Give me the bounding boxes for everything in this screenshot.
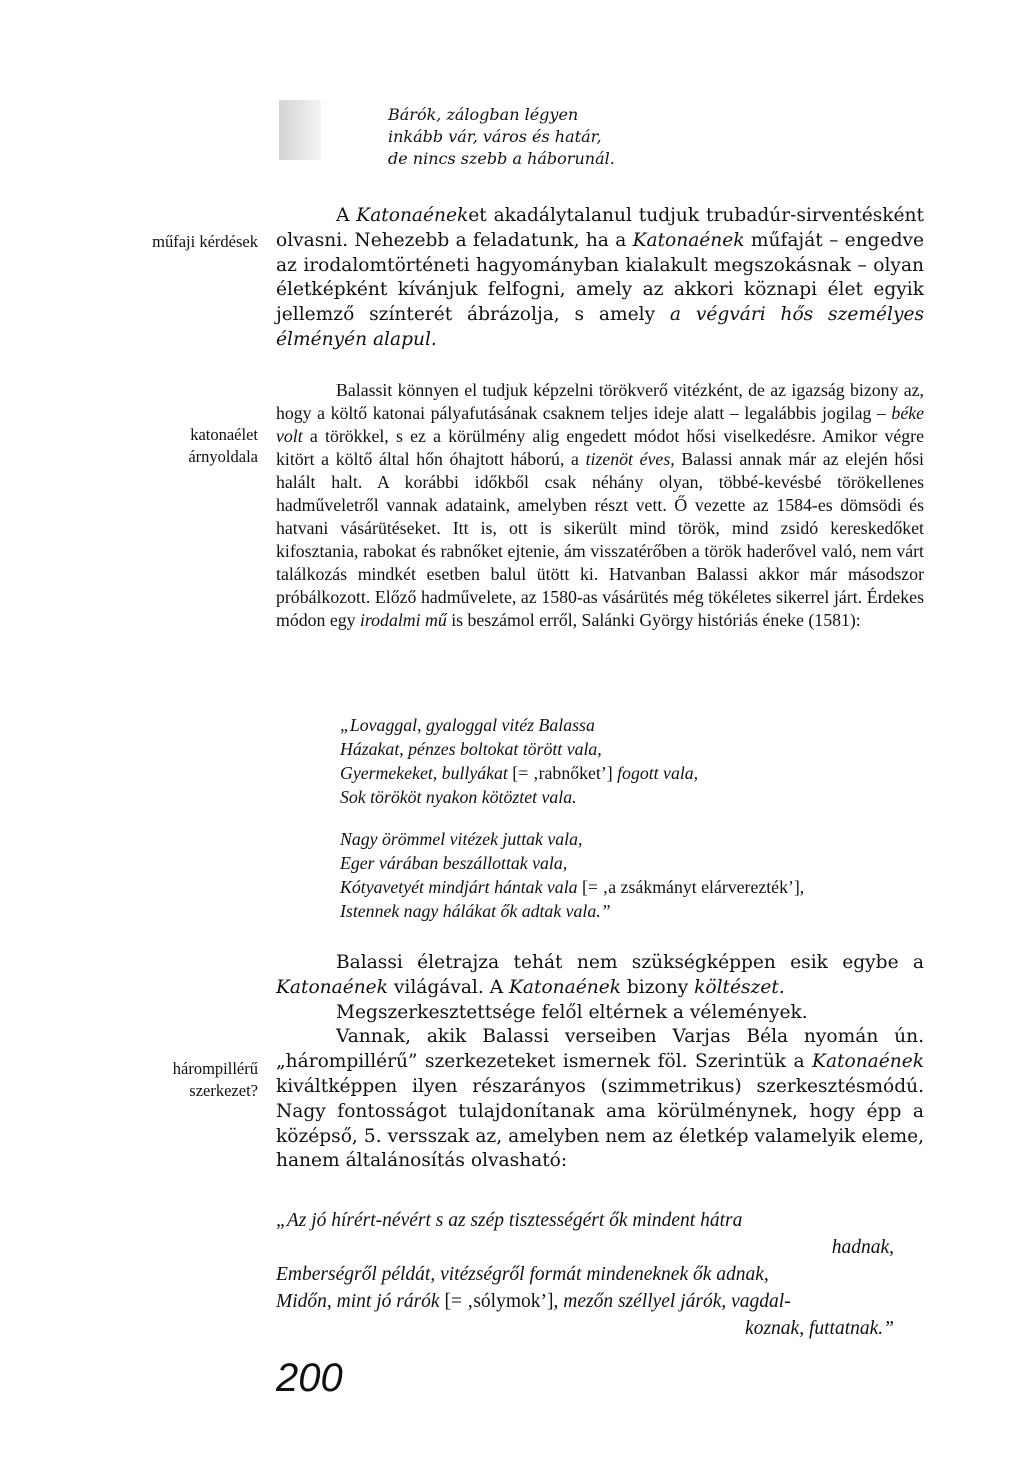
paragraph-biography: Balassit könnyen el tudjuk képzelni törökverő vitézként, de az igazság bizony az, hogy a költő katonai pályafutásának csaknem teljes ideje alatt – legalábbis jogilag – béke volt a törökkel, s ez a körülmény alig engedett módot hősi viselkedésre. Amikor végre kitört a költő által hőn óhajtott háború, a tizenöt éves, Balassi annak már az elején hősi halált halt. A korábbi időkből csak néhány olyan, többé-kevésbé törökellenes hadműveletről vannak adataink, amelyben részt vett. Ő vezette az 1584-es dömsödi és hatvani vásárütéseket. Itt is, ott is sikerült mind török, mind zsidó kereskedőket kifosztania, rabokat és rabnőket ejtenie, ám visszatérőben a török haderővel való, nem várt találkozás mindkét esetben balul ütött ki. Hatvanban Balassi akkor már másodszor próbálkozott. Előző hadművelete, az 1580-as vásárütés még tökéletes sikerrel járt. Érdekes módon egy irodalmi mű is beszámol erről, Salánki György históriás éneke (1581): <box>276 380 924 630</box>
text-block: Balassi életrajza tehát nem szükségképpen esik egybe a Katonaének világával. A Katonaének bizony költészet. <box>276 952 924 998</box>
margin-note-genre: műfaji kérdések <box>152 232 258 251</box>
poem-line: Sok törököt nyakon kötöztet vala. <box>340 787 577 807</box>
poem-line: hadnak, <box>831 1237 894 1258</box>
page-number: 200 <box>276 1356 343 1400</box>
poem-line: Nagy örömmel vitézek juttak vala, <box>340 829 583 849</box>
epigraph <box>388 104 808 170</box>
poem-line: Eger várában beszállottak vala, <box>340 853 568 873</box>
poem-line: Kótyavetyét mindjárt hántak vala [= ‚a zsákmányt elárverezték’], <box>340 877 805 897</box>
decorative-gray-block <box>279 100 321 160</box>
poem-line: „Az jó hírért-névért s az szép tisztességért ők mindent hátra <box>276 1210 743 1231</box>
poem-line: Istennek nagy hálákat ők adtak vala.” <box>340 901 611 921</box>
margin-note-soldier-life: katonaélet árnyoldala <box>188 425 258 466</box>
text-block: Vannak, akik Balassi verseiben Varjas Béla nyomán ún. „hárompillérű” szerkezeteket ismernek föl. Szerintük a Katonaének kiváltképpen ilyen részarányos (szimmetrikus) szerkesztésmódú. Nagy fontosságot tulajdonítanak ama körülménynek, hogy épp a középső, 5. versszak az, amelyben nem az életkép valamelyik eleme, hanem általánosítás olvasható: <box>276 1026 924 1172</box>
epigraph-line: Bárók, zálogban légyen <box>388 105 579 124</box>
epigraph-line: inkább vár, város és határ, <box>388 127 602 146</box>
paragraph-structure <box>276 951 924 1174</box>
poem-line: koznak, futtatnak.” <box>745 1318 894 1339</box>
margin-note-structure: hárompillérű szerkezet? <box>172 1059 258 1100</box>
text-block: Megszerkesztettsége felől eltérnek a vélemények. <box>336 1001 808 1023</box>
poem-line: Házakat, pénzes boltokat törött vala, <box>340 739 602 759</box>
poem-line: Midőn, mint jó rárók [= ‚sólymok’], mezőn széllyel járók, vagdal- <box>276 1291 791 1312</box>
poem-line: Emberségről példát, vitézségről formát mindeneknek ők adnak, <box>276 1264 769 1285</box>
poem-line: Gyermekeket, bullyákat [= ‚rabnőket’] fogott vala, <box>340 763 699 783</box>
epigraph-line: de nincs szebb a háborunál. <box>388 149 615 168</box>
quoted-poem-salanki <box>340 713 940 923</box>
paragraph-genre: A Katonaéneket akadálytalanul tudjuk trubadúr-sirventésként olvasni. Nehezebb a feladatunk, ha a Katonaének műfaját – engedve az irodalomtörténeti hagyományban kialakult megszokásnak – olyan életképként kívánjuk felfogni, amely az akkori köznapi élet egyik jellemző színterét ábrázolja, s amely a végvári hős személyes élményén alapul. <box>276 205 924 350</box>
quoted-stanza-5 <box>276 1207 924 1342</box>
poem-line: „Lovaggal, gyaloggal vitéz Balassa <box>340 715 595 735</box>
